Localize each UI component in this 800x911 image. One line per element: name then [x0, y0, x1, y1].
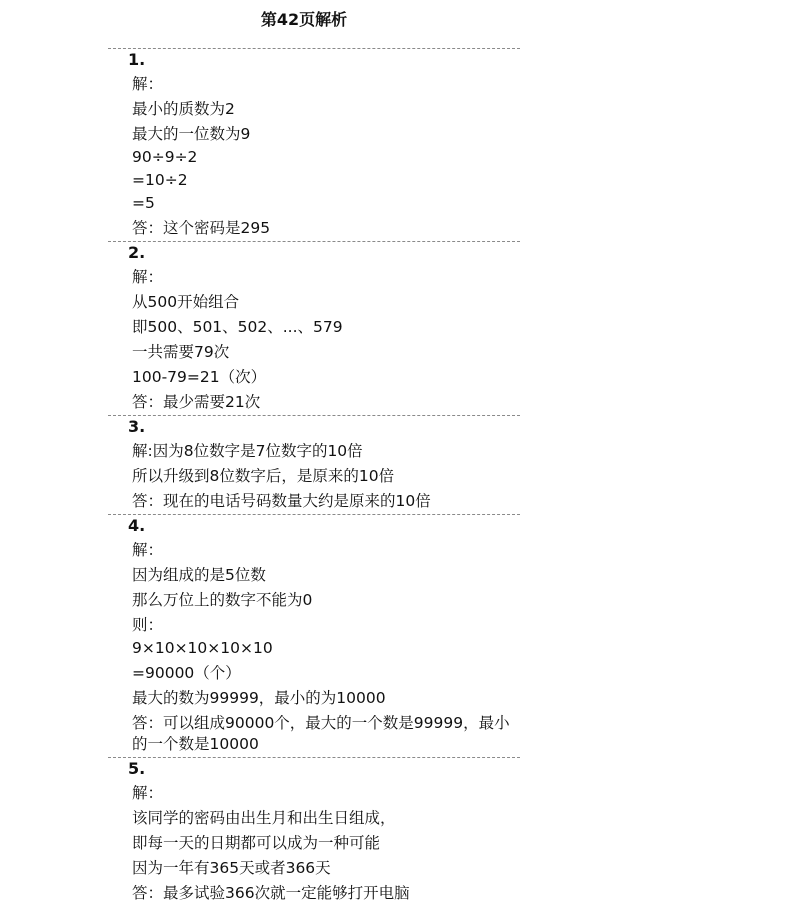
answer-line: 答：最少需要21次	[132, 393, 261, 411]
answer-line: 该同学的密码由出生月和出生日组成，	[132, 809, 396, 827]
answer-line: 即500、501、502、...、579	[132, 318, 343, 336]
answer-line: =5	[132, 194, 155, 212]
answer-line: 解：	[132, 541, 164, 559]
section-divider	[108, 241, 520, 242]
answer-line: 90÷9÷2	[132, 148, 198, 166]
section-divider	[108, 757, 520, 758]
section-divider	[108, 514, 520, 515]
answer-line: 100-79=21（次）	[132, 368, 267, 386]
answer-line: 答：现在的电话号码数量大约是原来的10倍	[132, 492, 431, 510]
answer-line: 则：	[132, 616, 164, 634]
answer-line: 那么万位上的数字不能为0	[132, 591, 313, 609]
answer-line: =10÷2	[132, 171, 188, 189]
answer-line: 9×10×10×10×10	[132, 639, 273, 657]
answer-line: 因为组成的是5位数	[132, 566, 266, 584]
answer-line: 一共需要79次	[132, 343, 230, 361]
answer-line: 答：可以组成90000个，最大的一个数是99999，最小的一个数是10000	[132, 714, 510, 753]
answer-line: =90000（个）	[132, 664, 241, 682]
answer-line: 解：	[132, 268, 164, 286]
answer-line: 解:因为8位数字是7位数字的10倍	[132, 442, 363, 460]
question-number: 1.	[128, 50, 146, 69]
answer-line: 最小的质数为2	[132, 100, 235, 118]
question-number: 4.	[128, 516, 146, 535]
answer-line: 因为一年有365天或者366天	[132, 859, 331, 877]
answer-line: 答：最多试验366次就一定能够打开电脑	[132, 884, 410, 902]
answer-line: 最大的一位数为9	[132, 125, 251, 143]
question-number: 5.	[128, 759, 146, 778]
answer-line: 从500开始组合	[132, 293, 240, 311]
question-number: 2.	[128, 243, 146, 262]
section-divider	[108, 48, 520, 49]
answer-line: 解：	[132, 75, 164, 93]
answer-line: 答：这个密码是295	[132, 219, 271, 237]
answer-line: 解：	[132, 784, 164, 802]
answer-line: 所以升级到8位数字后，是原来的10倍	[132, 467, 395, 485]
page-title: 第42页解析	[260, 10, 348, 29]
answer-line: 即每一天的日期都可以成为一种可能	[132, 834, 381, 852]
question-number: 3.	[128, 417, 146, 436]
section-divider	[108, 415, 520, 416]
answer-line: 最大的数为99999，最小的为10000	[132, 689, 386, 707]
